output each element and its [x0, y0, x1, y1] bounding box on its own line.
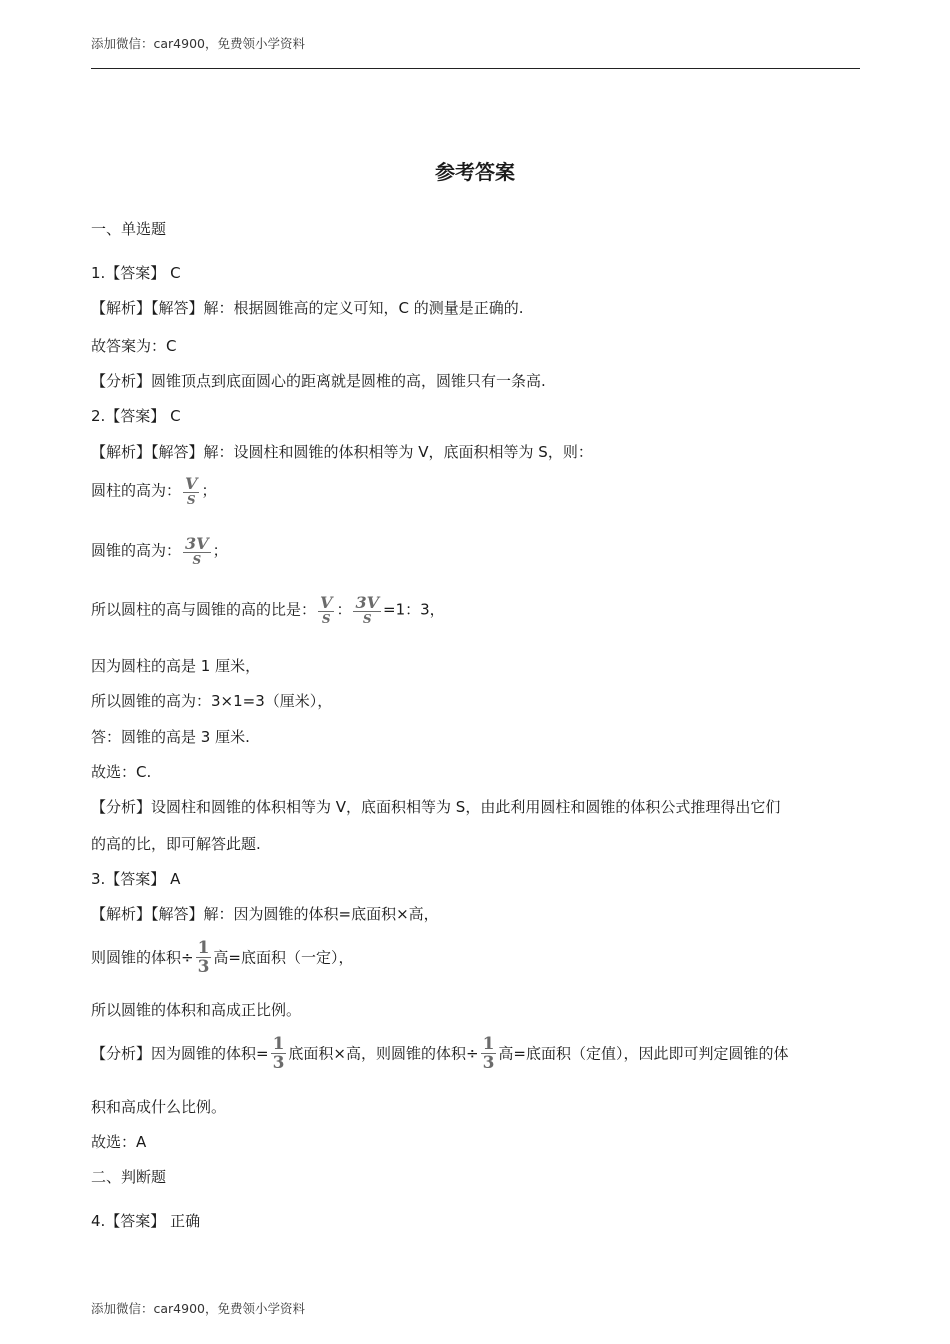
page-title: 参考答案 — [435, 160, 515, 184]
fraction-one-third — [196, 940, 212, 976]
q2-answer-statement: 答：圆锥的高是 3 厘米. — [91, 728, 250, 746]
fraction-denominator: S — [318, 611, 334, 625]
fraction-denominator: S — [183, 492, 199, 506]
q2-cone-height-label: 圆锥的高为： — [91, 541, 182, 560]
fraction-denominator: S — [353, 611, 381, 625]
q2-ratio-label: 所以圆柱的高与圆锥的高的比是： — [91, 600, 317, 619]
q3-note-pre: 【分析】因为圆锥的体积= — [91, 1044, 269, 1063]
q3-note-post: 高=底面积（定值），因此即可判定圆锥的体 — [498, 1044, 789, 1063]
q2-answer: 2.【答案】 C — [91, 407, 181, 425]
q2-note-line1: 【分析】设圆柱和圆锥的体积相等为 V，底面积相等为 S，由此利用圆柱和圆锥的体积公式推理得出它们 — [91, 798, 781, 816]
header-note: 添加微信：car4900，免费领小学资料 — [91, 36, 305, 51]
fraction-numerator: 1 — [482, 1034, 495, 1054]
q2-ratio-line — [91, 595, 445, 625]
q1-conclusion: 故答案为：C — [91, 337, 177, 355]
fraction-numerator: 1 — [272, 1034, 285, 1054]
q2-analysis: 【解析】【解答】解：设圆柱和圆锥的体积相等为 V，底面积相等为 S，则： — [91, 443, 593, 461]
q3-choice: 故选：A — [91, 1133, 147, 1151]
fraction-numerator: 3V — [185, 534, 209, 553]
q1-answer: 1.【答案】 C — [91, 264, 181, 282]
q3-answer: 3.【答案】 A — [91, 870, 181, 888]
fraction-3v-over-s — [353, 595, 381, 625]
q2-cone-height-line — [91, 536, 228, 566]
q3-note-mid: 底面积×高，则圆锥的体积÷ — [288, 1044, 479, 1063]
q2-note-line2: 的高的比，即可解答此题. — [91, 835, 261, 853]
semicolon: ； — [212, 541, 228, 560]
fraction-denominator: 3 — [482, 1053, 495, 1073]
q3-note-line2: 积和高成什么比例。 — [91, 1098, 227, 1116]
q4-answer: 4.【答案】 正确 — [91, 1212, 201, 1230]
q1-note: 【分析】圆锥顶点到底面圆心的距离就是圆椎的高，圆锥只有一条高. — [91, 372, 546, 390]
ratio-colon: ： — [336, 600, 352, 619]
fraction-one-third — [481, 1036, 497, 1072]
fraction-numerator: 1 — [197, 938, 210, 958]
q3-so: 所以圆锥的体积和高成正比例。 — [91, 1001, 302, 1019]
fraction-numerator: V — [320, 593, 333, 612]
fraction-numerator: V — [185, 474, 198, 493]
q2-choice: 故选：C. — [91, 763, 152, 781]
fraction-v-over-s — [318, 595, 334, 625]
q1-analysis: 【解析】【解答】解：根据圆锥高的定义可知，C 的测量是正确的. — [91, 299, 524, 317]
q3-then-pre: 则圆锥的体积÷ — [91, 948, 194, 967]
fraction-3v-over-s — [183, 536, 211, 566]
q2-ratio-result: =1：3， — [383, 600, 445, 619]
q2-cylinder-given: 因为圆柱的高是 1 厘米， — [91, 657, 261, 675]
q3-analysis: 【解析】【解答】解：因为圆锥的体积=底面积×高， — [91, 905, 439, 923]
q2-cylinder-height-label: 圆柱的高为： — [91, 481, 182, 500]
q2-cylinder-height-line — [91, 476, 216, 506]
fraction-numerator: 3V — [355, 593, 379, 612]
q3-then-line — [91, 940, 354, 976]
section-heading-true-false: 二、判断题 — [91, 1168, 167, 1186]
q2-calculation: 所以圆锥的高为：3×1=3（厘米）， — [91, 692, 333, 710]
section-heading-single-choice: 一、单选题 — [91, 220, 167, 238]
fraction-one-third — [271, 1036, 287, 1072]
semicolon: ； — [201, 481, 217, 500]
header-divider — [91, 68, 860, 69]
fraction-denominator: S — [183, 552, 211, 566]
q3-then-post: 高=底面积（一定）， — [213, 948, 354, 967]
q3-note-line1 — [91, 1036, 788, 1072]
fraction-v-over-s — [183, 476, 199, 506]
footer-note: 添加微信：car4900，免费领小学资料 — [91, 1301, 305, 1316]
fraction-denominator: 3 — [272, 1053, 285, 1073]
fraction-denominator: 3 — [197, 957, 210, 977]
